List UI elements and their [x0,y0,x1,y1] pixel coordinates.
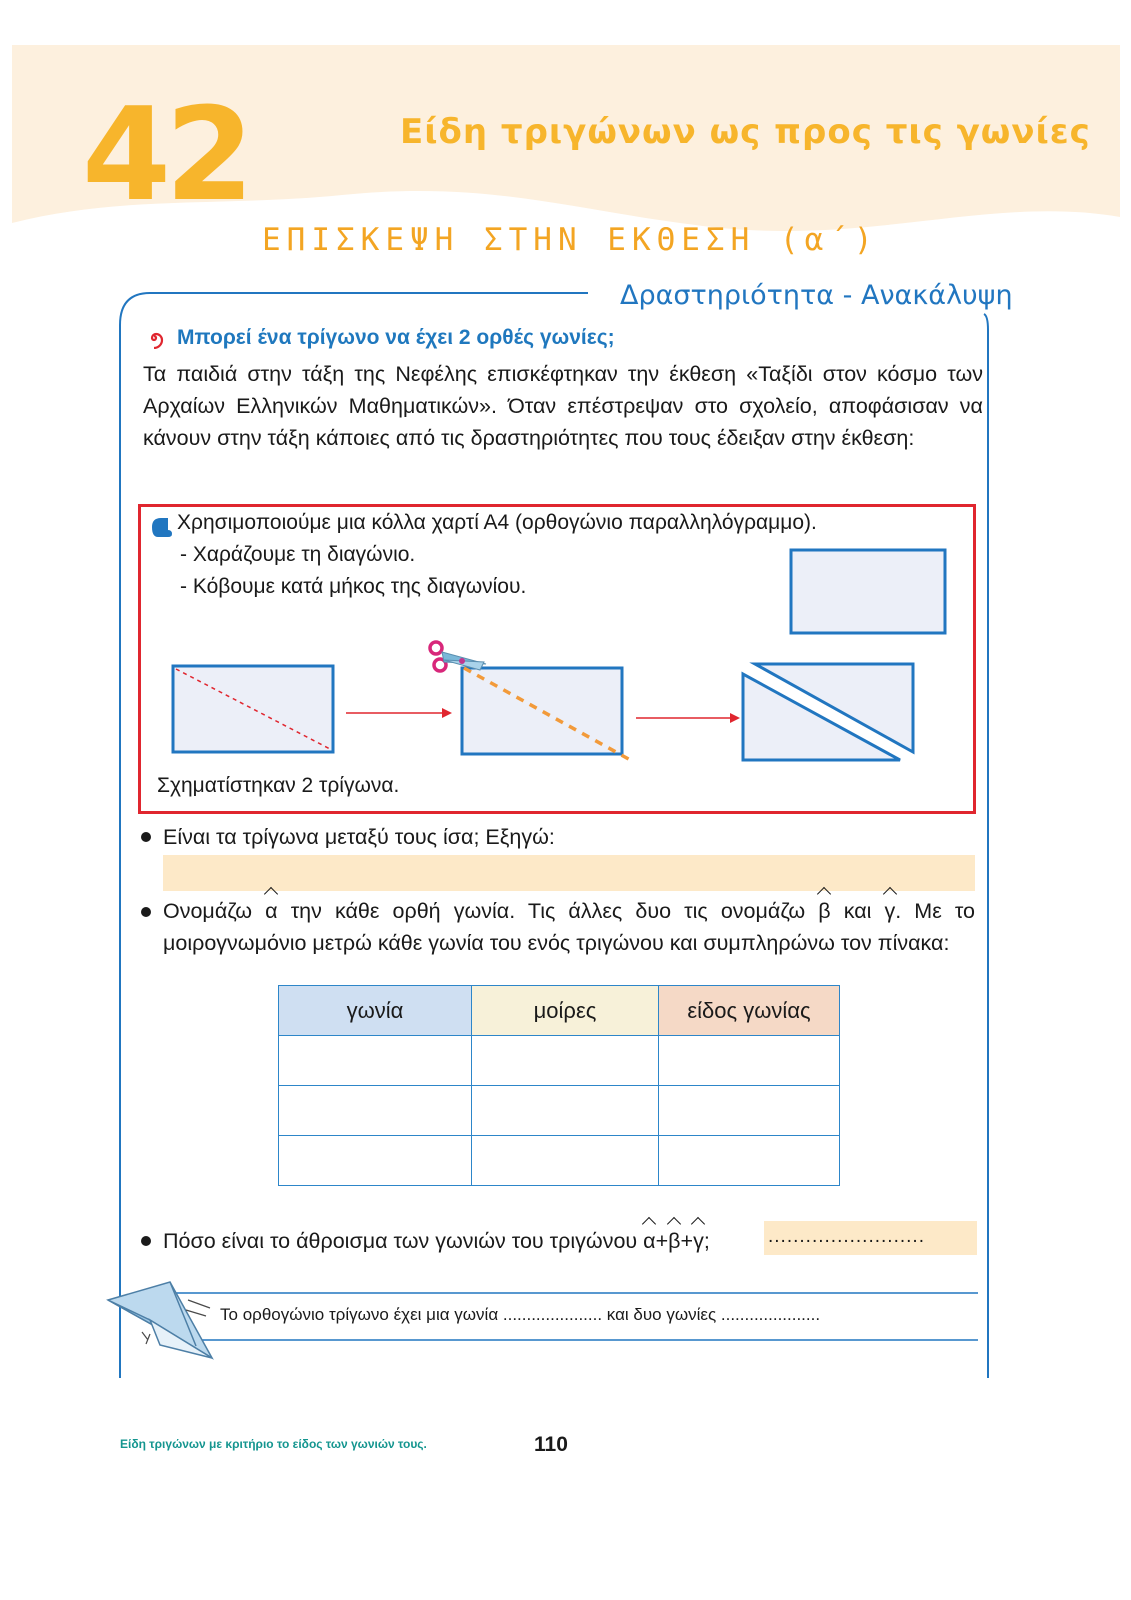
section-label: Δραστηριότητα - Ανακάλυψη [620,280,1013,311]
angle-gamma-symbol: γ [884,895,895,927]
activity-step-2: - Κόβουμε κατά μήκος της διαγωνίου. [180,575,527,598]
table-cell[interactable] [472,1136,659,1186]
angle-table [278,985,840,1186]
question-2 [163,895,975,959]
bullet-3 [141,1236,151,1246]
answer-field-1[interactable] [163,855,975,891]
table-cell[interactable] [659,1086,840,1136]
spiral-icon [143,327,165,349]
step-marker-icon [150,516,174,538]
question-2-text-a: Ονομάζω [163,899,266,923]
page-number: 110 [534,1433,568,1456]
question-3 [163,1225,710,1257]
lesson-subtitle: ΕΠΙΣΚΕΨΗ ΣΤΗΝ ΕΚΘΕΣΗ (α΄) [262,222,879,258]
question-1: Είναι τα τρίγωνα μεταξύ τους ίσα; Εξηγώ: [163,825,555,849]
question-mark: ; [703,1229,710,1253]
table-row [279,1086,840,1136]
bullet-1 [141,832,151,842]
footer-note: Είδη τριγώνων με κριτήριο το είδος των γωνιών τους. [120,1437,427,1451]
table-header-angle-type: είδος γωνίας [659,986,840,1036]
activity-result: Σχηματίστηκαν 2 τρίγωνα. [157,774,400,797]
table-cell[interactable] [659,1036,840,1086]
summary-statement: Το ορθογώνιο τρίγωνο έχει μια γωνία ..................... και δυο γωνίες ..................... [220,1305,821,1324]
table-cell[interactable] [472,1036,659,1086]
lesson-number: 42 [82,81,249,230]
table-cell[interactable] [279,1036,472,1086]
table-cell[interactable] [472,1086,659,1136]
angle-alpha-symbol: α [643,1225,655,1257]
table-header-degrees: μοίρες [472,986,659,1036]
table-cell[interactable] [659,1136,840,1186]
table-row [279,1136,840,1186]
question-2-text-c: και [830,899,885,923]
angle-gamma-symbol: γ [693,1225,704,1257]
table-row [279,1036,840,1086]
question-text: Μπορεί ένα τρίγωνο να έχει 2 ορθές γωνίες; [177,326,615,349]
question-2-text-d: . Με το μοιρογνωμόνιο μετρώ κάθε γωνία του ενός τριγώνου και συμπληρώνω τον πίνακα: [163,899,976,955]
question-2-text-b: την κάθε ορθή γωνία. Τις άλλες δυο τις ονομάζω [277,899,819,923]
table-cell[interactable] [279,1086,472,1136]
question-3-text: Πόσο είναι το άθροισμα των γωνιών του τριγώνου [163,1229,644,1253]
plus-sign: + [655,1229,669,1253]
bullet-2 [141,907,151,917]
table-cell[interactable] [279,1136,472,1186]
activity-step-1: - Χαράζουμε τη διαγώνιο. [180,543,416,566]
plus-sign: + [680,1229,694,1253]
answer-dots-3: ......................... [768,1226,925,1247]
angle-beta-symbol: β [668,1225,680,1257]
lesson-title: Είδη τριγώνων ως προς τις γωνίες [400,112,1091,152]
intro-paragraph: Τα παιδιά στην τάξη της Νεφέλης επισκέφτηκαν την έκθεση «Ταξίδι στον κόσμο των Αρχαίων Ελληνικών Μαθηματικών». Όταν επέστρεψαν στο σχολείο, αποφάσισαν να κάνουν στην τάξη κάποιες από τις δραστηριότητες που τους έδειξαν στην έκθεση: [143,362,983,450]
table-header-angle: γωνία [279,986,472,1036]
angle-alpha-symbol: α [265,895,277,927]
angle-beta-symbol: β [818,895,830,927]
activity-step-main: Χρησιμοποιούμε μια κόλλα χαρτί Α4 (ορθογώνιο παραλληλόγραμμο). [177,511,817,534]
